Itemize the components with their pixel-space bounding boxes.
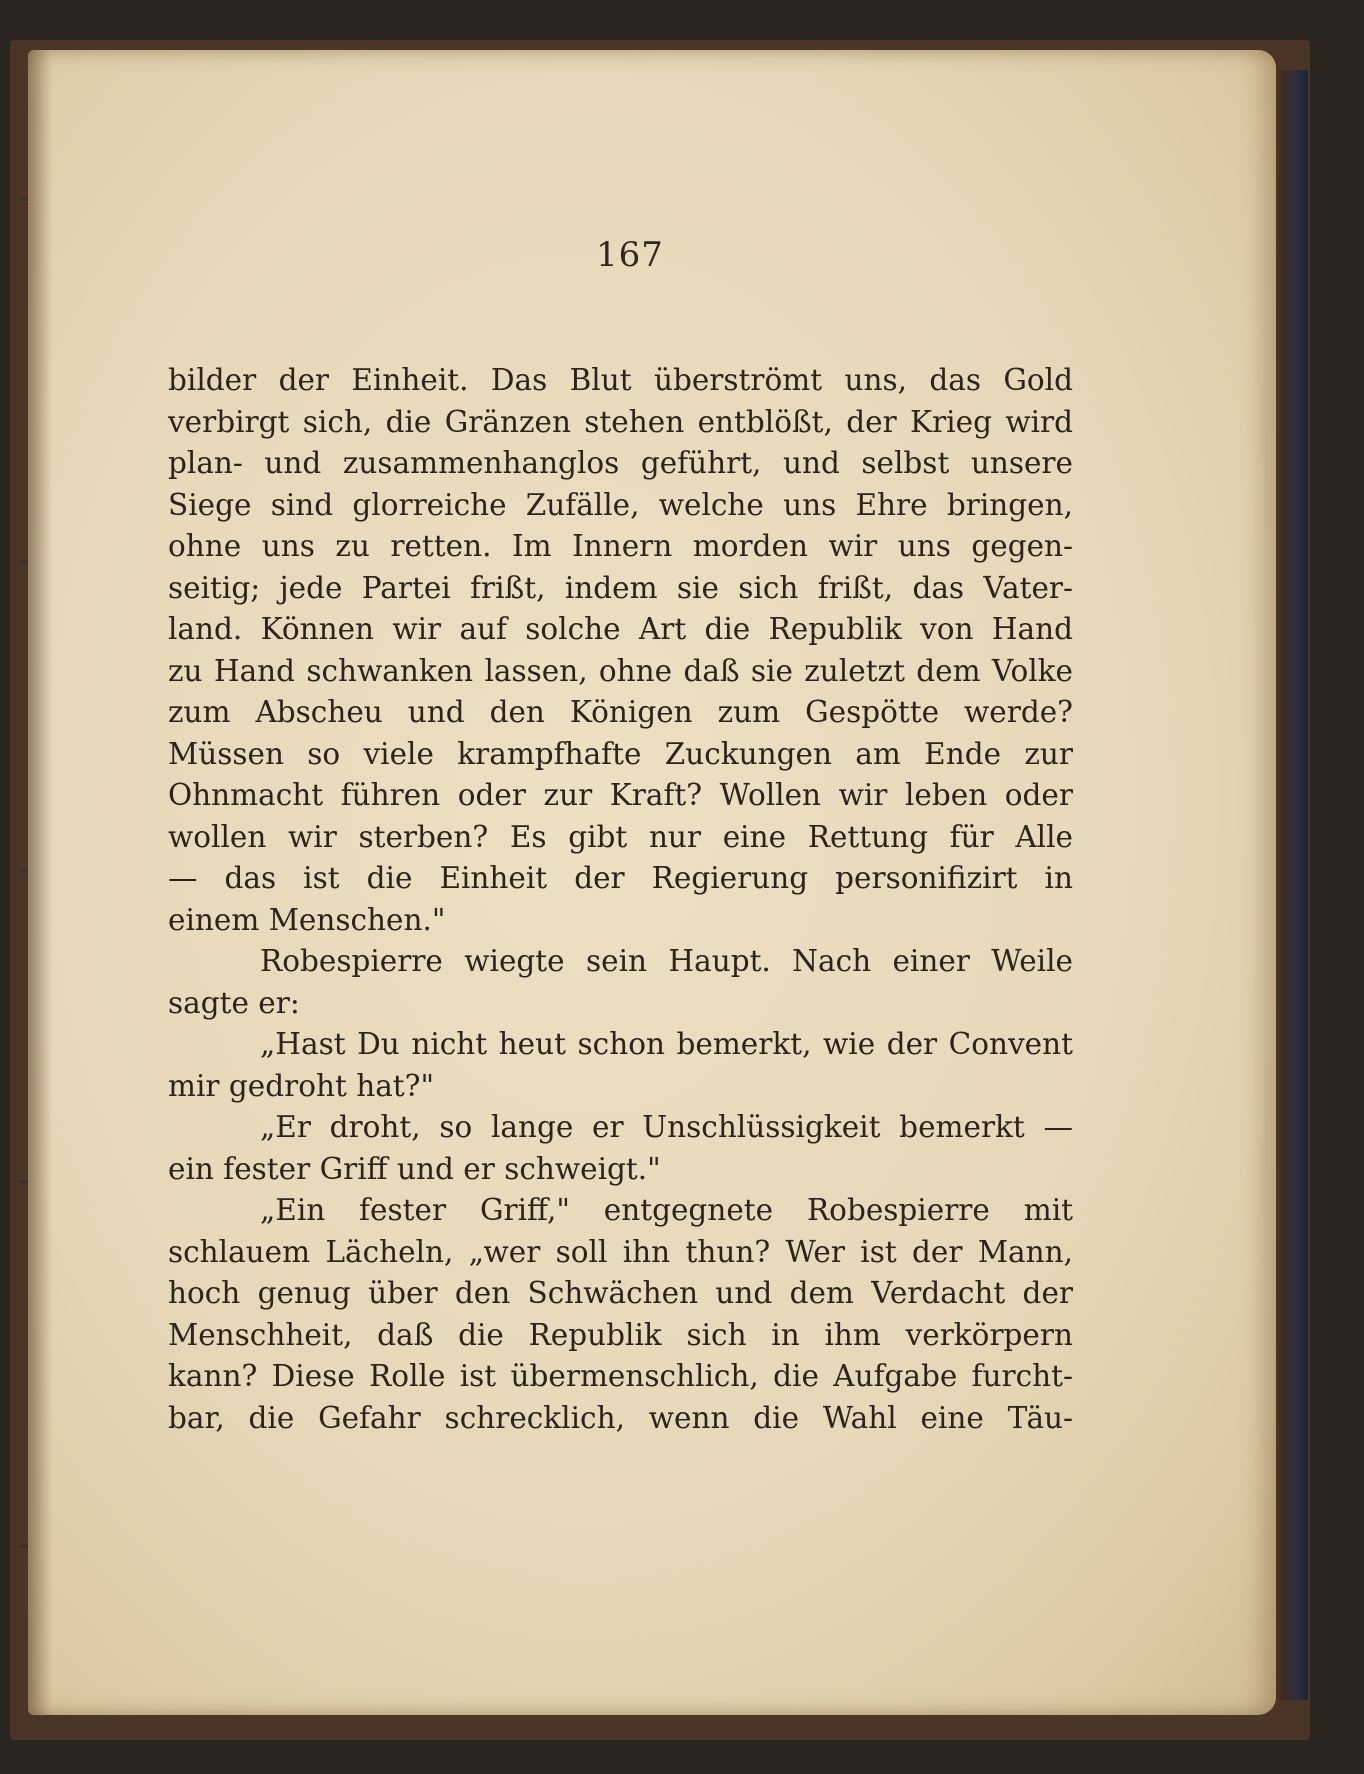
- text-line: Ohnmacht führen oder zur Kraft? Wollen wir leben oder: [168, 778, 1073, 812]
- text-line: zu Hand schwanken lassen, ohne daß sie zuletzt dem Volke: [168, 653, 1073, 688]
- page-body-text: [168, 360, 1073, 1439]
- text-line: plan- und zusammenhanglos geführt, und selbst unsere: [168, 446, 1073, 480]
- text-line: mir gedroht hat?": [168, 1068, 435, 1103]
- text-line: hoch genug über den Schwächen und dem Verdacht der: [168, 1276, 1073, 1310]
- text-line: ein fester Griff und er schweigt.": [168, 1151, 661, 1186]
- text-line: Menschheit, daß die Republik sich in ihm verkörpern: [168, 1317, 1073, 1352]
- text-line: „Hast Du nicht heut schon bemerkt, wie der Convent: [260, 1027, 1073, 1061]
- text-line: Müssen so viele krampfhafte Zuckungen am Ende zur: [168, 736, 1073, 771]
- text-line: Siege sind glorreiche Zufälle, welche uns Ehre bringen,: [168, 487, 1073, 522]
- text-line: ohne uns zu retten. Im Innern morden wir uns gegen-: [168, 529, 1073, 563]
- text-line: zum Abscheu und den Königen zum Gespötte werde?: [168, 695, 1073, 729]
- text-line: schlauem Lächeln, „wer soll ihn thun? Wer ist der Mann,: [168, 1234, 1073, 1269]
- text-line: „Ein fester Griff," entgegnete Robespierre mit: [260, 1193, 1073, 1227]
- text-line: Robespierre wiegte sein Haupt. Nach einer Weile: [260, 944, 1073, 978]
- text-line: verbirgt sich, die Gränzen stehen entblößt, der Krieg wird: [168, 404, 1073, 439]
- text-line: wollen wir sterben? Es gibt nur eine Rettung für Alle: [168, 819, 1073, 854]
- text-line: — das ist die Einheit der Regierung personifizirt in: [168, 861, 1073, 895]
- text-line: bar, die Gefahr schrecklich, wenn die Wahl eine Täu-: [168, 1400, 1073, 1435]
- text-line: einem Menschen.": [168, 902, 446, 937]
- text-line: „Er droht, so lange er Unschlüssigkeit bemerkt —: [260, 1110, 1073, 1144]
- text-line: sagte er:: [168, 985, 300, 1020]
- text-line: land. Können wir auf solche Art die Republik von Hand: [168, 612, 1073, 646]
- text-line: bilder der Einheit. Das Blut überströmt uns, das Gold: [168, 363, 1073, 397]
- text-line: seitig; jede Partei frißt, indem sie sich frißt, das Vater-: [168, 570, 1073, 605]
- page-gutter-shadow: [28, 50, 52, 1715]
- text-line: kann? Diese Rolle ist übermenschlich, die Aufgabe furcht-: [168, 1359, 1073, 1393]
- page-number: 167: [596, 235, 664, 275]
